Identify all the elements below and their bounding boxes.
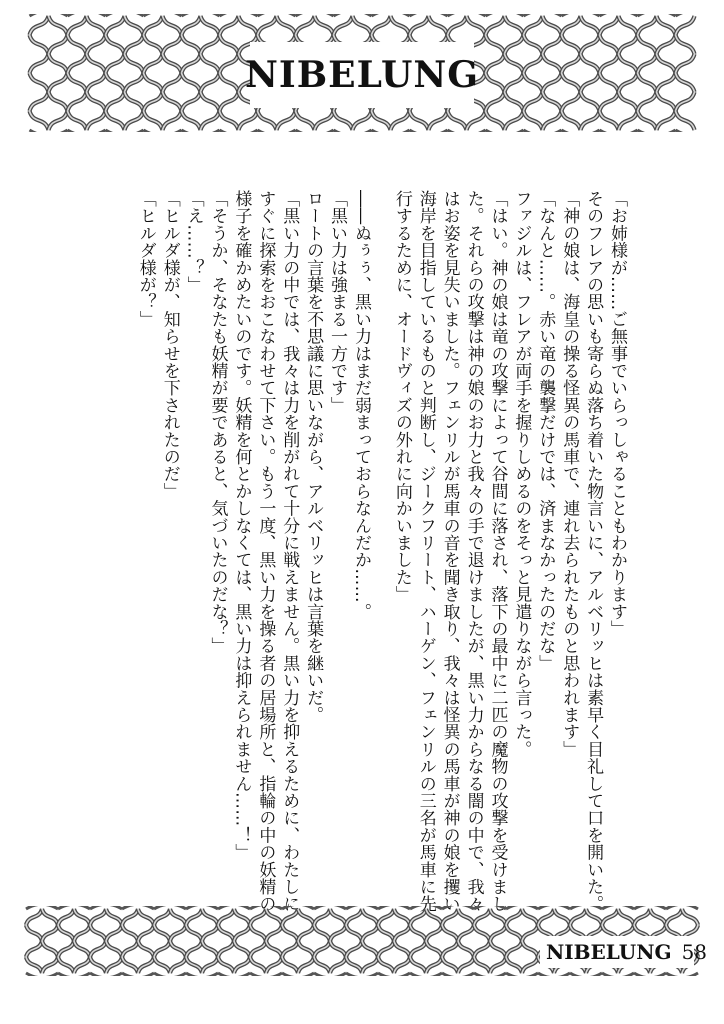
body-text bbox=[133, 190, 628, 913]
text-line: ロートの言葉を不思議に思いながら、アルベリッヒは言葉を継いだ。 bbox=[303, 190, 324, 724]
text-line: 「黒い力は強まる一方です」 bbox=[327, 190, 348, 414]
text-line: 「ヒルダ様が、知らせを下されたのだ」 bbox=[159, 190, 180, 500]
text-line: はお姿を見失いました。フェンリルが馬車の音を聞き取り、我々は怪異の馬車が神の娘を攫い bbox=[439, 190, 460, 913]
header-title-plate bbox=[245, 42, 480, 108]
text-line: 「ヒルダ様が？」 bbox=[135, 190, 156, 328]
text-line: 行するために、オードヴィズの外れに向かいました」 bbox=[391, 190, 412, 603]
text-line: 「え……？」 bbox=[183, 190, 204, 294]
text-line: 「お姉様が……ご無事でいらっしゃることもわかります」 bbox=[607, 190, 627, 638]
text-line: 海岸を目指しているものと判断し、ジークフリート、ハーゲン、フェンリルの三名が馬車に先 bbox=[415, 190, 436, 913]
text-line: 「はい。神の娘は竜の攻撃によって谷間に落され、落下の最中に二匹の魔物の攻撃を受けまし bbox=[487, 190, 508, 913]
text-line: 「黒い力の中では、我々は力を削がれて十分に戦えません。黒い力を抑えるために、わたしに bbox=[279, 190, 300, 913]
text-line: 様子を確かめたいのです。妖精を何とかしなくては、黒い力は抑えられません……！」 bbox=[231, 190, 252, 861]
text-line: た。それらの攻撃は神の娘のお力と我々の手で退けましたが、黒い力からなる闇の中で、我々 bbox=[463, 190, 484, 913]
page-number: 58 bbox=[681, 940, 708, 964]
text-line: 「そうか、そなたも妖精が要であると、気づいたのだな？」 bbox=[207, 190, 228, 655]
text-line: すぐに探索をおこなわせて下さい。もう一度、黒い力を操る者の居場所と、指輪の中の妖精の bbox=[255, 190, 276, 913]
text-line: 「なんと……。赤い竜の襲撃だけでは、済まなかったのだな」 bbox=[535, 190, 556, 672]
footer-plate bbox=[540, 936, 708, 968]
text-line: そのフレアの思いも寄らぬ落ち着いた物言いに、アルベリッヒは素早く目礼して口を開いた。 bbox=[583, 190, 604, 913]
text-line: ――ぬぅぅ、黒い力はまだ弱まっておらなんだか……。 bbox=[350, 190, 371, 620]
text-line: ファジルは、フレアが両手を握りしめるのをそっと見遣りながら言った。 bbox=[511, 190, 532, 758]
page-title: NIBELUNG bbox=[245, 54, 480, 96]
text-line: 「神の娘は、海皇の操る怪異の馬車で、連れ去られたものと思われます」 bbox=[559, 190, 580, 758]
footer-title: NIBELUNG bbox=[546, 940, 672, 964]
